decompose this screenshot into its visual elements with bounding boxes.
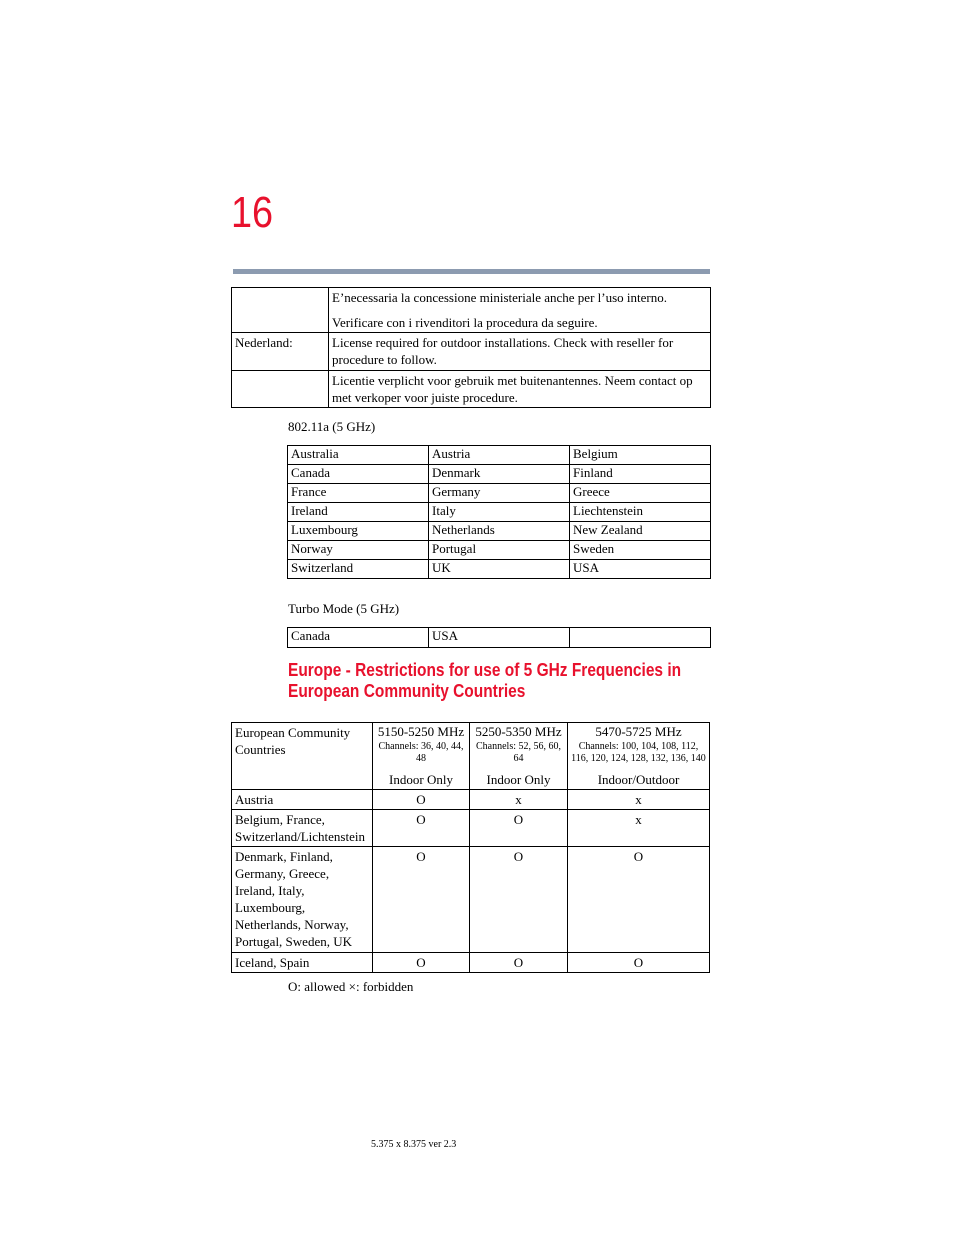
- country-cell: Norway: [288, 541, 429, 560]
- country-cell: Italy: [429, 503, 570, 522]
- band-mode: Indoor Only: [389, 772, 453, 787]
- page-footer: 5.375 x 8.375 ver 2.3: [371, 1139, 457, 1150]
- table-row: [288, 465, 711, 484]
- table-row: [288, 560, 711, 579]
- turbo-country-table: [287, 627, 711, 648]
- table-row: [232, 790, 710, 810]
- band-mode: Indoor/Outdoor: [597, 772, 680, 787]
- band-frequency: 5470-5725 MHz: [595, 724, 682, 739]
- country-cell: New Zealand: [570, 522, 711, 541]
- table-row: [288, 628, 711, 648]
- country-cell: USA: [429, 628, 570, 648]
- top-rule: [233, 269, 710, 274]
- header-countries: European Community Countries: [232, 723, 373, 790]
- country-cell: Canada: [288, 628, 429, 648]
- table-row: [232, 333, 711, 371]
- license-text-cell: License required for outdoor installations. Check with reseller for procedure to follow.: [329, 333, 711, 371]
- country-cell: [232, 371, 329, 408]
- a11-country-table: [287, 445, 711, 579]
- value-cell: O: [373, 847, 470, 953]
- countries-cell: Belgium, France, Switzerland/Lichtenstein: [232, 810, 373, 847]
- value-cell: O: [568, 953, 710, 973]
- country-cell: Austria: [429, 446, 570, 465]
- country-cell: Denmark: [429, 465, 570, 484]
- country-cell: Finland: [570, 465, 711, 484]
- header-band: [373, 723, 470, 790]
- country-cell: Portugal: [429, 541, 570, 560]
- band-frequency: 5150-5250 MHz: [377, 724, 465, 739]
- country-cell: Ireland: [288, 503, 429, 522]
- header-band: [470, 723, 568, 790]
- country-cell: Germany: [429, 484, 570, 503]
- value-cell: x: [470, 790, 568, 810]
- value-cell: O: [470, 953, 568, 973]
- band-channels: Channels: 52, 56, 60, 64: [476, 741, 561, 764]
- table-row: [288, 522, 711, 541]
- license-text: Verificare con i rivenditori la procedura da seguire.: [332, 315, 598, 330]
- page-number: 16: [231, 188, 274, 237]
- country-cell: USA: [570, 560, 711, 579]
- table-row: [232, 953, 710, 973]
- table-row: [288, 446, 711, 465]
- country-cell: Belgium: [570, 446, 711, 465]
- table-row: [232, 810, 710, 847]
- value-cell: O: [470, 810, 568, 847]
- license-text: E’necessaria la concessione ministeriale anche per l’uso interno.: [332, 290, 667, 305]
- value-cell: O: [373, 790, 470, 810]
- license-text-cell: [329, 288, 711, 333]
- section-heading-line: European Community Countries: [288, 681, 526, 701]
- country-cell: Switzerland: [288, 560, 429, 579]
- table-row: [288, 541, 711, 560]
- country-cell: Liechtenstein: [570, 503, 711, 522]
- band-mode: Indoor Only: [486, 772, 551, 787]
- country-cell: Greece: [570, 484, 711, 503]
- table-row: [288, 503, 711, 522]
- section-heading-line: Europe - Restrictions for use of 5 GHz Frequencies in: [288, 660, 682, 680]
- a11-label: 802.11a (5 GHz): [288, 419, 376, 434]
- country-cell: France: [288, 484, 429, 503]
- value-cell: x: [568, 790, 710, 810]
- band-channels: Channels: 36, 40, 44, 48: [378, 741, 464, 764]
- value-cell: O: [470, 847, 568, 953]
- value-cell: O: [373, 953, 470, 973]
- license-table: [231, 287, 711, 408]
- band-channels: Channels: 100, 104, 108, 112, 116, 120, 124, 128, 132, 136, 140: [571, 741, 706, 764]
- value-cell: O: [568, 847, 710, 953]
- country-cell: [232, 288, 329, 333]
- country-cell: Netherlands: [429, 522, 570, 541]
- table-header-row: [232, 723, 710, 790]
- countries-cell: Denmark, Finland, Germany, Greece, Ireland, Italy, Luxembourg, Netherlands, Norway, Portugal, Sweden, UK: [232, 847, 373, 953]
- country-cell: [570, 628, 711, 648]
- country-cell: Sweden: [570, 541, 711, 560]
- legend-text: O: allowed ×: forbidden: [288, 979, 414, 994]
- value-cell: O: [373, 810, 470, 847]
- value-cell: x: [568, 810, 710, 847]
- section-heading: [288, 660, 701, 702]
- country-cell: Australia: [288, 446, 429, 465]
- countries-cell: Austria: [232, 790, 373, 810]
- country-cell: Luxembourg: [288, 522, 429, 541]
- country-cell: Canada: [288, 465, 429, 484]
- country-cell: Nederland:: [232, 333, 329, 371]
- countries-cell: Iceland, Spain: [232, 953, 373, 973]
- license-text-cell: Licentie verplicht voor gebruik met buitenantennes. Neem contact op met verkoper voor juiste procedure.: [329, 371, 711, 408]
- header-band: [568, 723, 710, 790]
- table-row: [232, 847, 710, 953]
- turbo-label: Turbo Mode (5 GHz): [288, 601, 400, 616]
- country-cell: UK: [429, 560, 570, 579]
- eu-restrictions-table: [231, 722, 710, 973]
- table-row: [232, 288, 711, 333]
- band-frequency: 5250-5350 MHz: [475, 724, 562, 739]
- table-row: [232, 371, 711, 408]
- table-row: [288, 484, 711, 503]
